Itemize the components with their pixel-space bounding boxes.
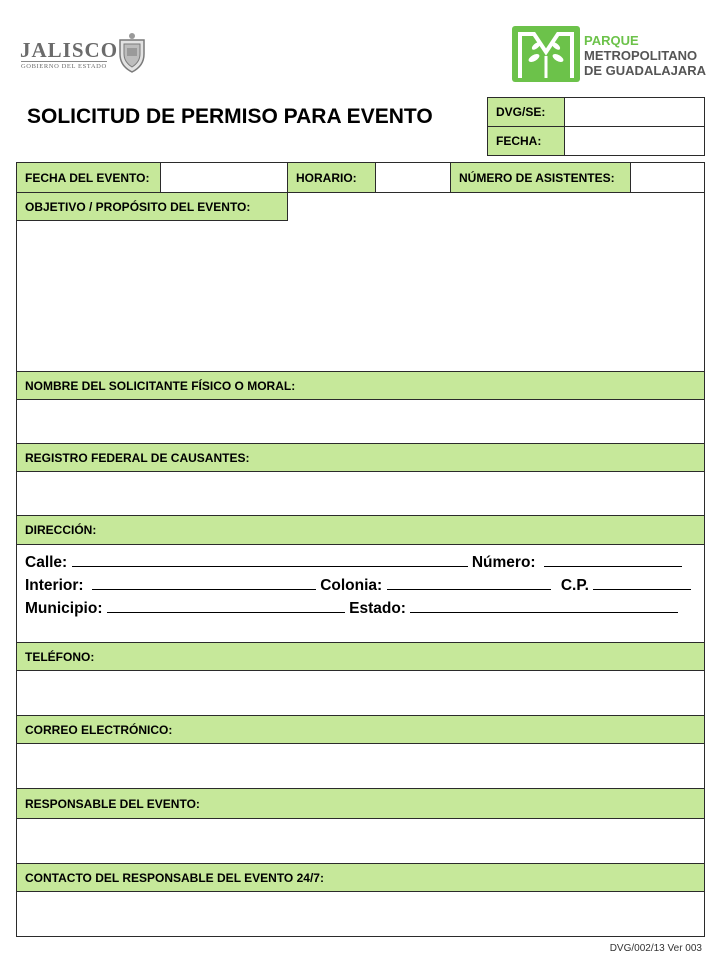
page-title: SOLICITUD DE PERMISO PARA EVENTO bbox=[27, 105, 433, 128]
contacto-label: CONTACTO DEL RESPONSABLE DEL EVENTO 24/7: bbox=[16, 863, 705, 892]
address-line-2 bbox=[25, 574, 704, 597]
park-logo-line1: PARQUE bbox=[584, 33, 639, 48]
calle-label: Calle: bbox=[25, 554, 68, 571]
coat-of-arms-icon bbox=[114, 32, 150, 74]
cp-input[interactable] bbox=[593, 575, 691, 590]
interior-label: Interior: bbox=[25, 577, 84, 594]
dvg-label: DVG/SE: bbox=[487, 97, 565, 127]
jalisco-logo-subtitle: GOBIERNO DEL ESTADO bbox=[21, 63, 107, 70]
rfc-field[interactable] bbox=[16, 471, 705, 516]
fecha-label: FECHA: bbox=[487, 126, 565, 156]
colonia-input[interactable] bbox=[387, 575, 551, 590]
correo-label: CORREO ELECTRÓNICO: bbox=[16, 715, 705, 744]
fecha-evento-field[interactable] bbox=[160, 162, 288, 193]
park-logo bbox=[512, 26, 712, 82]
footer-code: DVG/002/13 Ver 003 bbox=[609, 943, 702, 954]
telefono-label: TELÉFONO: bbox=[16, 642, 705, 671]
park-logo-line3: DE GUADALAJARA bbox=[584, 63, 707, 78]
interior-input[interactable] bbox=[92, 575, 316, 590]
address-line-1 bbox=[25, 551, 704, 574]
tree-logo-icon bbox=[512, 26, 580, 82]
numero-label: Número: bbox=[471, 554, 536, 571]
contacto-field[interactable] bbox=[16, 891, 705, 937]
asistentes-field[interactable] bbox=[630, 162, 705, 193]
estado-label: Estado: bbox=[349, 600, 406, 617]
responsable-label: RESPONSABLE DEL EVENTO: bbox=[16, 788, 705, 819]
estado-input[interactable] bbox=[410, 598, 678, 613]
solicitante-label: NOMBRE DEL SOLICITANTE FÍSICO O MORAL: bbox=[16, 371, 705, 400]
address-line-3 bbox=[25, 597, 704, 620]
responsable-field[interactable] bbox=[16, 818, 705, 864]
municipio-label: Municipio: bbox=[25, 600, 103, 617]
asistentes-label: NÚMERO DE ASISTENTES: bbox=[450, 162, 631, 193]
jalisco-logo-name: JALISCO bbox=[20, 38, 119, 62]
numero-input[interactable] bbox=[544, 552, 682, 567]
solicitante-field[interactable] bbox=[16, 399, 705, 444]
calle-input[interactable] bbox=[72, 552, 468, 567]
municipio-input[interactable] bbox=[107, 598, 345, 613]
objetivo-label: OBJETIVO / PROPÓSITO DEL EVENTO: bbox=[16, 192, 288, 221]
telefono-field[interactable] bbox=[16, 670, 705, 716]
direccion-label: DIRECCIÓN: bbox=[16, 515, 705, 545]
fecha-field[interactable] bbox=[564, 126, 705, 156]
rfc-label: REGISTRO FEDERAL DE CAUSANTES: bbox=[16, 443, 705, 472]
dvg-field[interactable] bbox=[564, 97, 705, 127]
direccion-block bbox=[16, 544, 705, 643]
jalisco-logo bbox=[20, 38, 155, 78]
horario-label: HORARIO: bbox=[287, 162, 376, 193]
horario-field[interactable] bbox=[375, 162, 451, 193]
fecha-evento-label: FECHA DEL EVENTO: bbox=[16, 162, 161, 193]
correo-field[interactable] bbox=[16, 743, 705, 789]
cp-label: C.P. bbox=[560, 577, 589, 594]
colonia-label: Colonia: bbox=[320, 577, 383, 594]
park-logo-line2: METROPOLITANO bbox=[584, 48, 698, 63]
